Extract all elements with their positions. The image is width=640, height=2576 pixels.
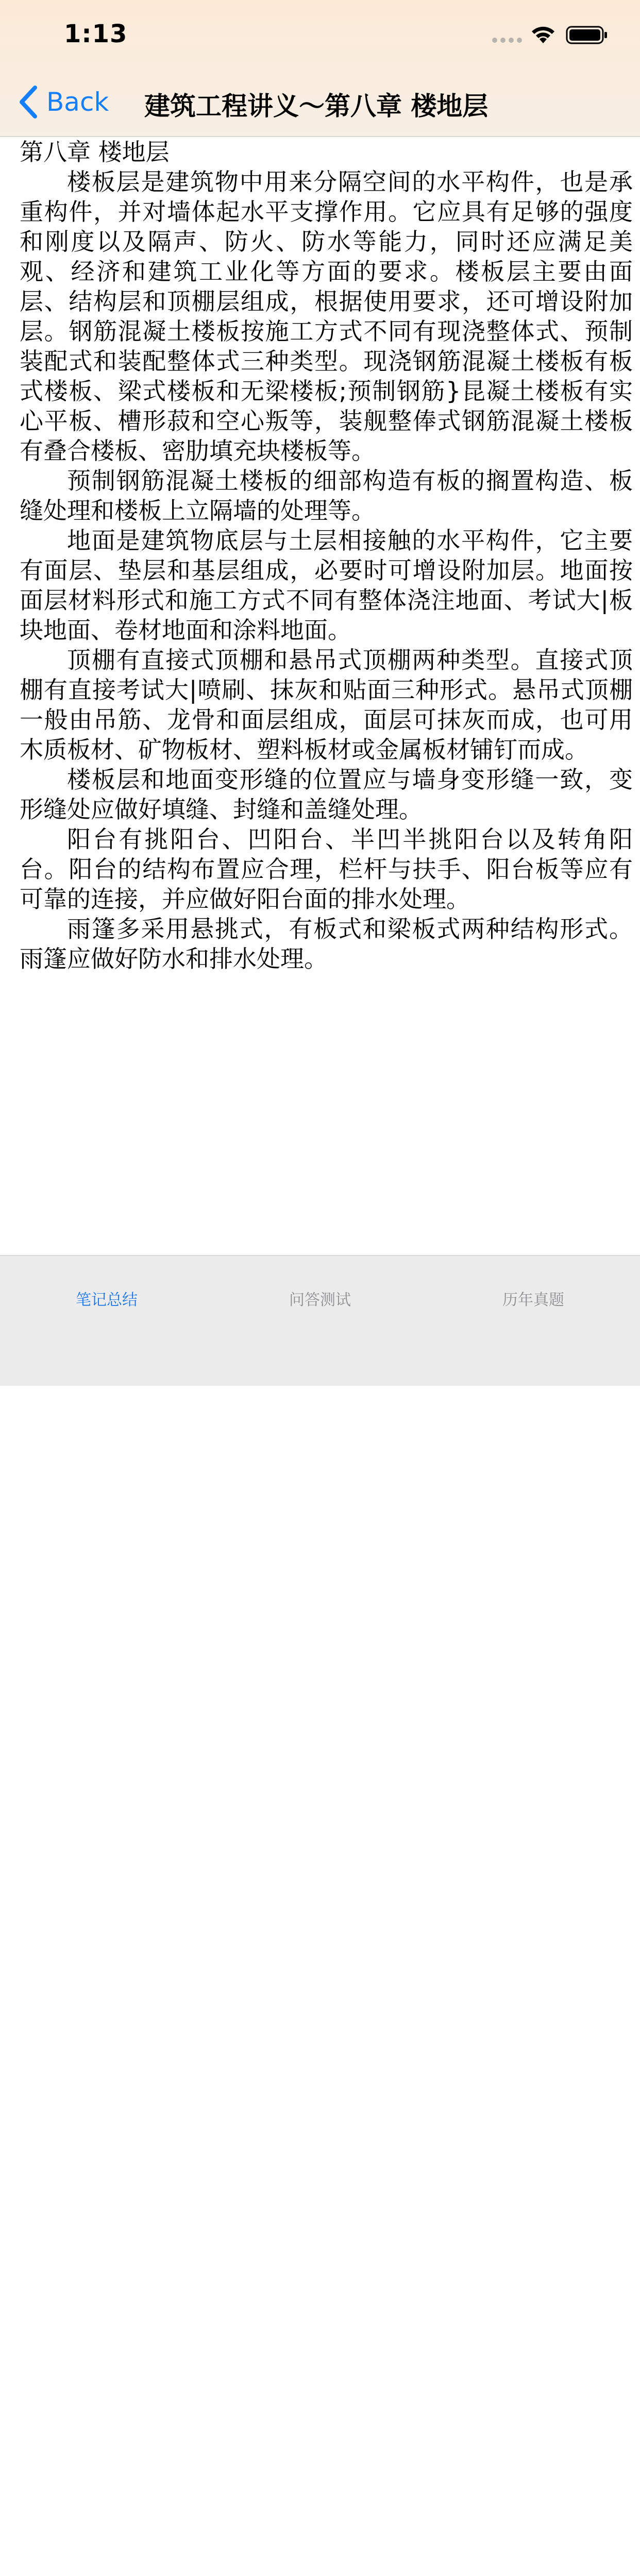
chevron-left-icon: [19, 86, 39, 118]
tab-qa-test[interactable]: 问答测试: [289, 1291, 351, 1309]
article-paragraph: 楼板层和地面变形缝的位置应与墙身变形缝一致，变形缝处应做好填缝、封缝和盖缝处理。: [20, 766, 633, 823]
cellular-signal-icon: [492, 38, 522, 43]
article-content: [20, 137, 633, 974]
article-paragraph: 地面是建筑物底层与土层相接触的水平构件，它主要有面层、垫层和基层组成，必要时可增设附加层。地面按面层材料形式和施工方式不同有整体浇注地面、考试大|板块地面、卷材地面和涂料地面。: [20, 527, 633, 644]
article-paragraph: 雨篷多采用悬挑式，有板式和梁板式两种结构形式。雨篷应做好防水和排水处理。: [20, 915, 633, 973]
article-paragraph: 楼板层是建筑物中用来分隔空间的水平构件，也是承重构件，并对墙体起水平支撑作用。它应具有足够的强度和刚度以及隔声、防火、防水等能力，同时还应满足美观、经济和建筑工业化等方面的要求。楼板层主要由面层、结构层和顶棚层组成，根据使用要求，还可增设附加层。钢筋混凝土楼板按施工方式不同有现浇整体式、预制装配式和装配整体式三种类型。现浇钢筋混凝土楼板有板式楼板、梁式楼板和无梁楼板;预制钢筋}昆凝土楼板有实心平板、槽形菽和空心叛等，装舰整俸式钢筋混凝土楼板有叠合楼板、密肋填充块楼板等。: [20, 168, 633, 465]
article-paragraph: 阳台有挑阳台、凹阳台、半凹半挑阳台以及转角阳台。阳台的结构布置应合理，栏杆与扶手、阳台板等应有可靠的连接，并应做好阳台面的排水处理。: [20, 825, 633, 913]
tab-bar: [0, 1255, 640, 1386]
page-title: 建筑工程讲义～第八章 楼地层: [144, 91, 489, 121]
article-paragraph: 顶棚有直接式顶棚和悬吊式顶棚两种类型。直接式顶棚有直接考试大|喷刷、抹灰和贴面三种形式。悬吊式顶棚一般由吊筋、龙骨和面层组成，面层可抹灰而成，也可用木质板材、矿物板材、塑料板材或金属板材铺钉而成。: [20, 646, 633, 764]
tab-notes-summary[interactable]: 笔记总结: [76, 1291, 138, 1309]
wifi-icon: [530, 25, 556, 45]
battery-icon: [566, 25, 608, 45]
article-heading: 第八章 楼地层: [20, 138, 170, 166]
top-bar: [0, 0, 640, 137]
status-time: 1:13: [64, 20, 128, 48]
back-button[interactable]: [19, 82, 109, 122]
tab-past-exams[interactable]: 历年真题: [502, 1291, 564, 1309]
back-label: Back: [46, 87, 109, 117]
article-paragraph: 预制钢筋混凝土楼板的细部构造有板的搁置构造、板缝处理和楼板上立隔墙的处理等。: [20, 467, 633, 524]
